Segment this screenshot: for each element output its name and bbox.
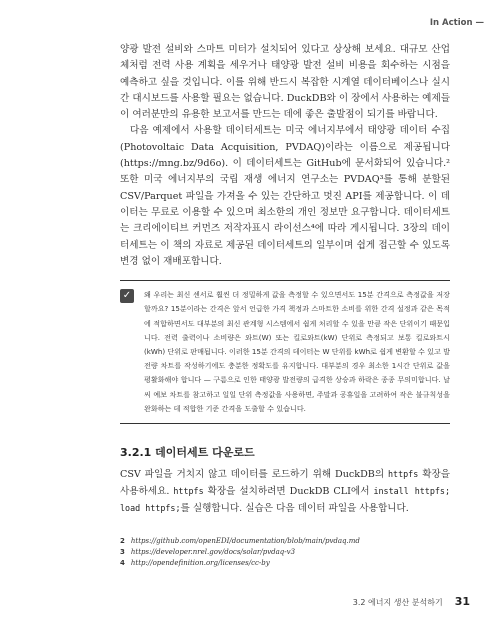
footer-label: 3.2 에너지 생산 분석하기 — [352, 598, 443, 607]
footnote-number: 2 — [120, 537, 125, 545]
footnote-link[interactable]: http://opendefinition.org/licenses/cc-by — [130, 559, 270, 567]
footnote-link[interactable]: https://github.com/openEDI/documentation/blob/main/pvdaq.md — [130, 537, 360, 545]
section-text: 확장을 사용하세요. — [120, 468, 450, 497]
section-text: 확장을 설치하려면 DuckDB CLI에서 — [203, 485, 374, 497]
body-paragraph: 양광 발전 설비와 스마트 미터가 설치되어 있다고 상상해 보세요. 대규모 산업체처럼 전력 사용 계획을 세우거나 태양광 발전 설비 비용을 회수하는 시점을 예측하고 싶을 것입니다. 이를 위해 반드시 복잡한 시계열 데이터베이스나 실시간 대시보드를 사용할 필요는 없습니다. DuckDB와 이 장에서 사용하는 예제들이 여러분만의 유용한 보고서를 만드는 데에 좋은 출발점이 되기를 바랍니다. — [120, 44, 450, 121]
note-text: 왜 우리는 최신 센서로 훨씬 더 정밀하게 값을 측정할 수 있으면서도 15분 간격으로 측정값을 저장할까요? 15분이라는 간격은 앞서 언급한 가격 책정과 스마트한 소비를 위한 간격 설정과 같은 목적에 적합하면서도 대부분의 최신 관계형 시스템에서 쉽게 처리할 수 있을 만큼 작은 단위이기 때문입니다. 전력 출력이나 소비량은 와트(W) 또는 킬로와트(kW) 단위로 측정되고 보통 킬로와트시(kWh) 단위로 판매됩니다. 이러한 15분 간격의 데이터는 W 단위를 kWh로 쉽게 변환할 수 있고 발전량 차트를 작성하기에도 충분한 정확도를 유지합니다. 대부분의 경우 최소한 1시간 단위로 값을 평활화해야 합니다 — 구름으로 인한 태양광 발전량의 급격한 상승과 하락은 종종 무의미합니다. 날씨 예보 차트를 참고하고 일일 단위 측정값을 사용하면, 주말과 공휴일을 고려하여 작은 불규칙성을 완화하는 데 적합한 기준 간격을 도출할 수 있습니다. — [144, 290, 450, 413]
main-content — [120, 42, 450, 527]
inline-code: httpfs — [173, 485, 204, 496]
inline-code: install httpfs; load httpfs; — [120, 485, 450, 513]
footnote-link[interactable]: https://developer.nrel.gov/docs/solar/pvdaq-v3 — [130, 548, 296, 556]
body-paragraph: 다음 예제에서 사용할 데이터세트는 미국 에너지부에서 태양광 데이터 수집(Photovoltaic Data Acquisition, PVDAQ)이라는 이름으로 제공됩니다(https://mng.bz/9d6o). 이 데이터세트는 GitHub에 문서화되어 있습니다.² 또한 미국 에너지부의 국립 재생 에너지 연구소는 PVDAQ³를 통해 분할된 CSV/Parquet 파일을 가져올 수 있는 간단하고 멋진 API를 제공합니다. 이 데이터는 무료로 이용할 수 있으며 최소한의 개인 정보만 요구합니다. 데이터세트는 크리에이티브 커먼즈 저작자표시 라이선스⁴에 따라 게시됩니다. 3장의 데이터세트는 이 책의 자료로 제공된 데이터세트의 일부이며 쉽게 접근할 수 있도록 변경 없이 재배포합니다. — [120, 125, 450, 267]
note-box — [120, 280, 450, 424]
footnote — [120, 536, 460, 547]
footnote — [120, 547, 460, 558]
footnote — [120, 558, 460, 569]
page-footer — [353, 595, 470, 608]
section-text: 를 실행합니다. 실습은 다음 데이터 파일을 사용합니다. — [180, 502, 409, 514]
checkmark-icon: ✓ — [120, 289, 134, 303]
page-number: 31 — [454, 595, 470, 608]
footnotes — [120, 536, 460, 569]
footnote-number: 3 — [120, 548, 125, 556]
footnote-number: 4 — [120, 559, 125, 567]
section-paragraph — [120, 466, 450, 517]
section-text: CSV 파일을 거치지 않고 데이터를 로드하기 위해 DuckDB의 — [120, 468, 389, 480]
section-heading: 3.2.1 데이터세트 다운로드 — [120, 445, 255, 459]
section-tag: In Action — — [429, 18, 484, 28]
inline-code: httpfs — [388, 468, 419, 479]
